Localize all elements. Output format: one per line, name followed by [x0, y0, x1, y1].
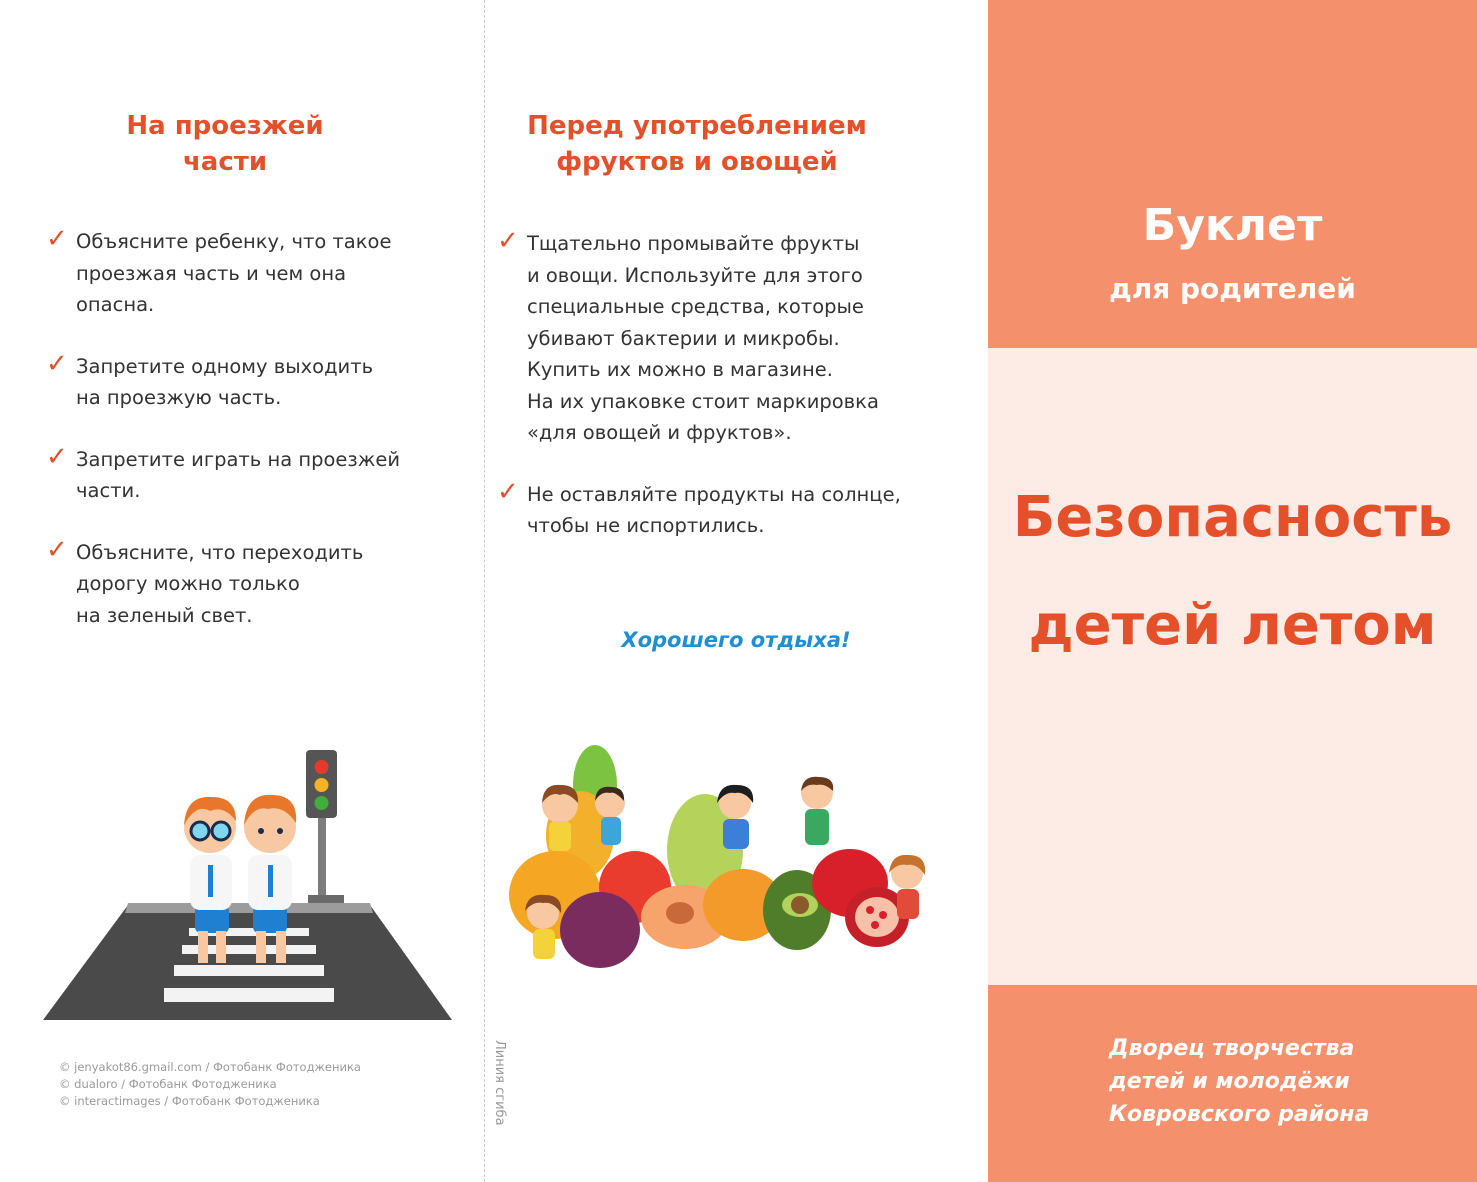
check-icon: ✓: [46, 348, 68, 379]
roadway-title: [0, 108, 450, 180]
booklet-title: Буклет: [1142, 200, 1323, 251]
list-item: ✓ Тщательно промывайте фрукты и овощи. Используйте для этого специальные средства, которые убивают бактерии и микробы. Купить их можно в магазине. На их упаковке стоит маркировка «для овощей и фруктов».: [497, 226, 879, 444]
fruits-illustration: [505, 745, 970, 985]
main-title: [988, 464, 1477, 680]
main-title-line2: детей летом: [1028, 593, 1437, 658]
fold-line-label: Линия сгиба: [492, 1040, 507, 1126]
booklet-subtitle: для родителей: [1109, 272, 1356, 305]
roadway-title-line2: части: [182, 147, 268, 177]
roadway-checklist: [46, 226, 466, 661]
crosswalk-illustration: [40, 745, 455, 1025]
main-title-line1: Безопасность: [1012, 485, 1453, 550]
roadway-title-line1: На проезжей: [126, 111, 324, 141]
organization-name: Дворец творчества детей и молодёжи Ковровского района: [1109, 1036, 1370, 1127]
check-icon: ✓: [46, 224, 68, 254]
closing-wish: Хорошего отдыха!: [621, 628, 851, 652]
check-icon: ✓: [497, 476, 519, 507]
list-item: ✓ Запретите одному выходить на проезжую часть.: [46, 348, 374, 409]
panel-roadway: [0, 0, 484, 1182]
list-item: ✓ Объясните, что переходить дорогу можно только на зеленый свет.: [46, 534, 364, 627]
panel-cover: [988, 0, 1477, 1182]
photo-credits: © jenyakot86.gmail.com / Фотобанк Фотодженика © dualoro / Фотобанк Фотодженика © interactimages / Фотобанк Фотодженика: [59, 1060, 361, 1108]
fruits-checklist: [497, 228, 977, 572]
check-icon: ✓: [46, 441, 68, 472]
list-item: ✓ Запретите играть на проезжей части.: [46, 441, 401, 502]
fruits-title: [485, 108, 909, 180]
list-item: ✓ Объясните ребенку, что такое проезжая часть и чем она опасна.: [46, 224, 392, 316]
child-figure: [801, 777, 833, 845]
fruits-title-line1: Перед употреблением: [527, 111, 867, 141]
panel-fruits: [485, 0, 987, 1182]
list-item: ✓ Не оставляйте продукты на солнце, чтобы не испортились.: [497, 476, 901, 537]
check-icon: ✓: [46, 534, 68, 565]
check-icon: ✓: [497, 226, 519, 256]
fruits-title-line2: фруктов и овощей: [556, 147, 838, 177]
